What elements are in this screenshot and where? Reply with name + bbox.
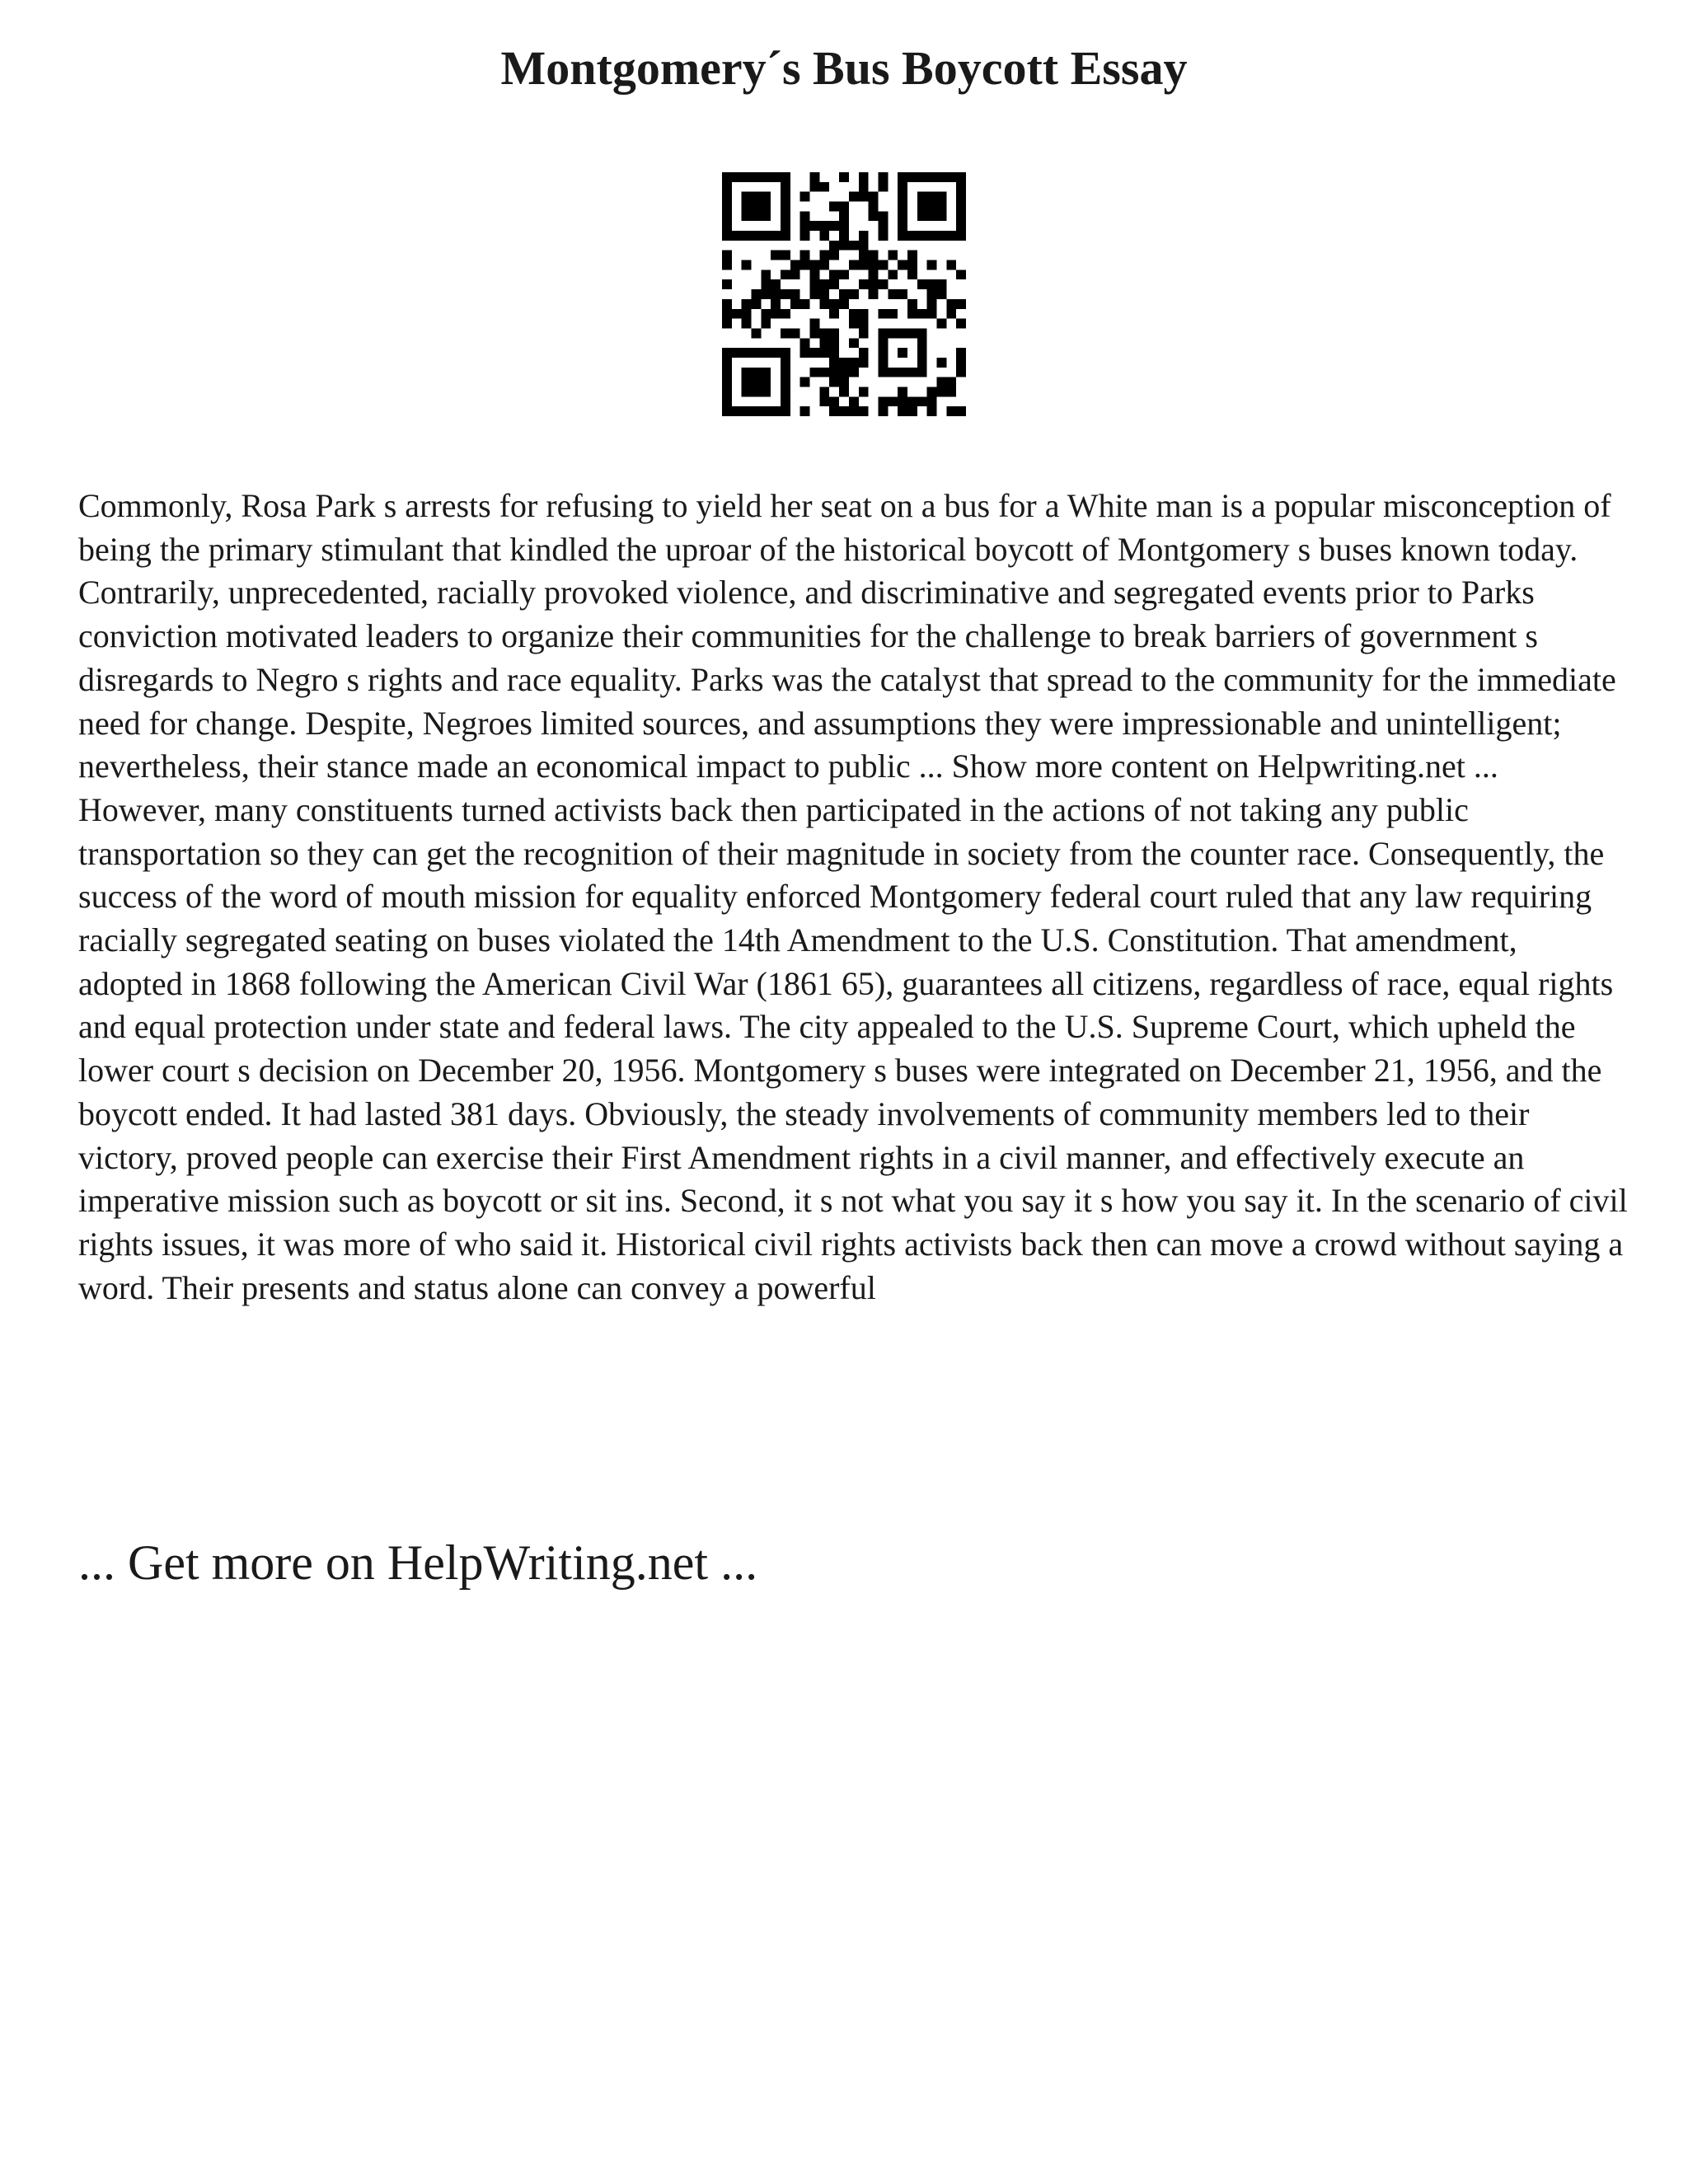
essay-paragraph: However, many constituents turned activists back then participated in the actions of not taking any public transportation so they can get the recognition of their magnitude in society from the counter race. Consequently, the success of the word of mouth mission for equality enforced Montgomery federal court ruled that any law requiring racially segregated seating on buses violated the 14th Amendment to the U.S. Constitution. That amendment, adopted in 1868 following the American Civil War (1861 65), guarantees all citizens, regardless of race, equal rights and equal protection under state and federal laws. The city appealed to the U.S. Supreme Court, which upheld the lower court s decision on December 20, 1956. Montgomery s buses were integrated on December 21, 1956, and the boycott ended. It had lasted 381 days. Obviously, the steady involvements of community members led to their victory, proved people can exercise their First Amendment rights in a civil manner, and effectively execute an imperative mission such as boycott or sit ins. Second, it s not what you say it s how you say it. In the scenario of civil rights issues, it was more of who said it. Historical civil rights activists back then can move a crowd without saying a word. Their presents and status alone can convey a powerful bbox=[78, 790, 1628, 1306]
qr-code-icon bbox=[722, 172, 966, 416]
page-title: Montgomery´s Bus Boycott Essay bbox=[500, 41, 1188, 95]
essay-paragraph: Commonly, Rosa Park s arrests for refusing to yield her seat on a bus for a White man is a popular misconception of being the primary stimulant that kindled the uproar of the historical boycott of Montgomery s buses known today. Contrarily, unprecedented, racially provoked violence, and discriminative and segregated events prior to Parks conviction motivated leaders to organize their communities for the challenge to break barriers of government s disregards to Negro s rights and race equality. Parks was the catalyst that spread to the community for the immediate need for change. Despite, Negroes limited sources, and assumptions they were impressionable and unintelligent; nevertheless, their stance made an economical impact to public ... Show more content on Helpwriting.net ... bbox=[78, 487, 1616, 785]
essay-body bbox=[78, 485, 1628, 1310]
get-more-link[interactable]: ... Get more on HelpWriting.net ... bbox=[78, 1535, 758, 1590]
